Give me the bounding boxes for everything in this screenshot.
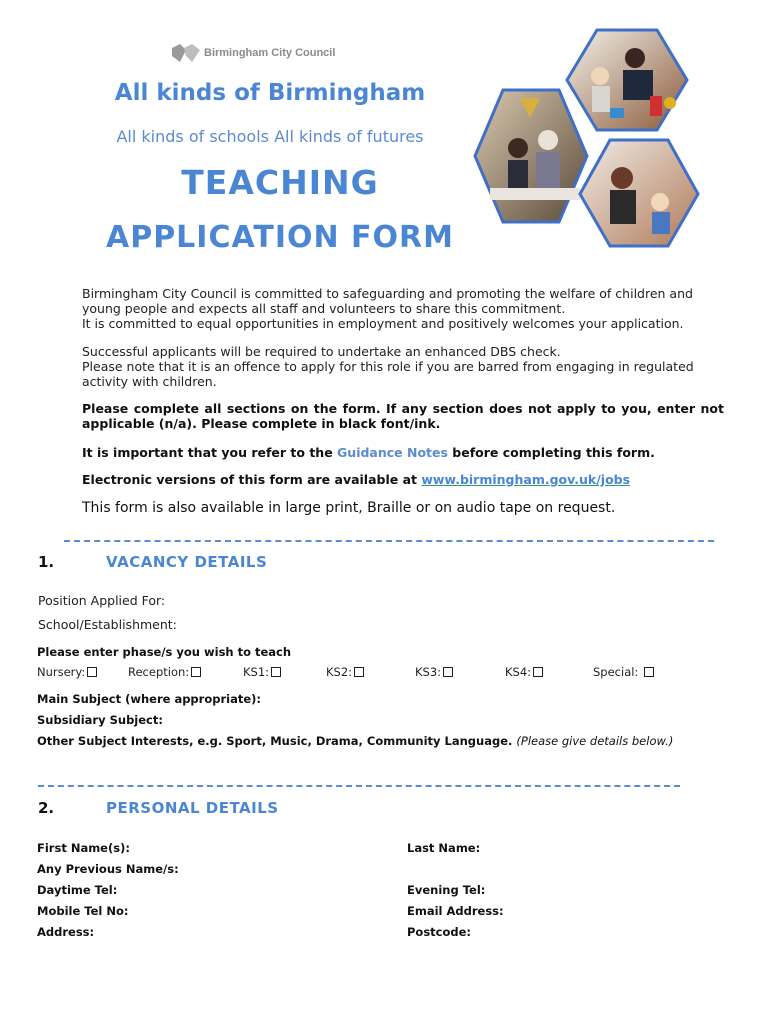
council-logo-icon (170, 42, 202, 64)
form-title-line1: TEACHING (181, 163, 379, 202)
phase-ks3[interactable] (415, 665, 453, 679)
photo-hexagon-classroom (475, 90, 587, 222)
phase-special[interactable] (593, 665, 654, 679)
intro-p2-line2: Please note that it is an offence to apply for this role if you are barred from engaging in regulated (82, 359, 694, 374)
school-label: School/Establishment: (38, 617, 177, 632)
electronic-pre: Electronic versions of this form are available at (82, 472, 422, 487)
guidance-pre: It is important that you refer to the (82, 445, 338, 460)
phase-reception-checkbox[interactable] (191, 667, 201, 677)
main-subject-label: Main Subject (where appropriate): (37, 692, 261, 706)
phase-ks3-checkbox[interactable] (443, 667, 453, 677)
other-interests-note: (Please give details below.) (516, 734, 674, 748)
guidance-line (82, 445, 724, 460)
section-1-number: 1. (38, 553, 55, 571)
phase-nursery-checkbox[interactable] (87, 667, 97, 677)
mobile-tel-label: Mobile Tel No: (37, 904, 129, 918)
phase-ks1-label: KS1: (243, 665, 270, 679)
phase-nursery-label: Nursery: (37, 665, 86, 679)
form-title-line2: APPLICATION FORM (105, 220, 454, 255)
intro-paragraph-1 (82, 286, 722, 331)
tagline-title: All kinds of Birmingham (114, 80, 426, 106)
previous-names-label: Any Previous Name/s: (37, 862, 179, 876)
phase-prompt: Please enter phase/s you wish to teach (37, 645, 292, 659)
guidance-notes-link[interactable]: Guidance Notes (337, 445, 448, 460)
phase-ks4-label: KS4: (505, 665, 532, 679)
phase-ks2[interactable] (326, 665, 364, 679)
intro-paragraph-2 (82, 344, 722, 389)
phase-special-label: Special: (593, 665, 639, 679)
website-link[interactable]: www.birmingham.gov.uk/jobs (421, 472, 631, 487)
last-name-label: Last Name: (407, 841, 481, 855)
intro-p1-line3: It is committed to equal opportunities in employment and positively welcomes your application. (82, 316, 684, 331)
phase-ks1-checkbox[interactable] (271, 667, 281, 677)
large-print-note: This form is also available in large print, Braille or on audio tape on request. (82, 500, 616, 516)
position-applied-label: Position Applied For: (38, 593, 166, 608)
first-name-label: First Name(s): (37, 841, 130, 855)
tagline-subtitle: All kinds of schools All kinds of futures (116, 127, 424, 146)
intro-p2-line1: Successful applicants will be required to undertake an enhanced DBS check. (82, 344, 561, 359)
intro-p1-line1: Birmingham City Council is committed to safeguarding and promoting the welfare of children and (82, 286, 693, 301)
section-1-title: VACANCY DETAILS (106, 553, 268, 571)
logo-text: Birmingham City Council (204, 47, 336, 59)
address-label: Address: (37, 925, 95, 939)
photo-hexagon-nursery (567, 30, 687, 130)
phase-nursery[interactable] (37, 665, 97, 679)
electronic-line (82, 472, 724, 487)
phase-ks1[interactable] (243, 665, 281, 679)
intro-p1-line2: young people and expects all staff and volunteers to share this commitment. (82, 301, 566, 316)
section-2-number: 2. (38, 799, 55, 817)
other-interests-label (37, 734, 673, 748)
phase-special-checkbox[interactable] (644, 667, 654, 677)
section-divider-2 (38, 785, 680, 787)
daytime-tel-label: Daytime Tel: (37, 883, 118, 897)
evening-tel-label: Evening Tel: (407, 883, 486, 897)
email-label: Email Address: (407, 904, 504, 918)
phase-ks4[interactable] (505, 665, 543, 679)
subsidiary-subject-label: Subsidiary Subject: (37, 713, 163, 727)
other-interests-text: Other Subject Interests, e.g. Sport, Music, Drama, Community Language. (37, 734, 513, 748)
phase-ks2-label: KS2: (326, 665, 353, 679)
phase-reception-label: Reception: (128, 665, 190, 679)
section-divider-1 (64, 540, 714, 542)
phase-ks4-checkbox[interactable] (533, 667, 543, 677)
postcode-label: Postcode: (407, 925, 472, 939)
phase-ks2-checkbox[interactable] (354, 667, 364, 677)
instructions: Please complete all sections on the form. If any section does not apply to you, enter not applicable (n/a). Please complete in black font/ink. (82, 401, 724, 431)
intro-p2-line3: activity with children. (82, 374, 217, 389)
guidance-post: before completing this form. (447, 445, 655, 460)
phase-reception[interactable] (128, 665, 201, 679)
council-logo (170, 38, 360, 68)
photo-collage (470, 28, 710, 248)
photo-hexagon-teacher (580, 140, 698, 246)
section-2-title: PERSONAL DETAILS (106, 799, 279, 817)
phase-ks3-label: KS3: (415, 665, 442, 679)
